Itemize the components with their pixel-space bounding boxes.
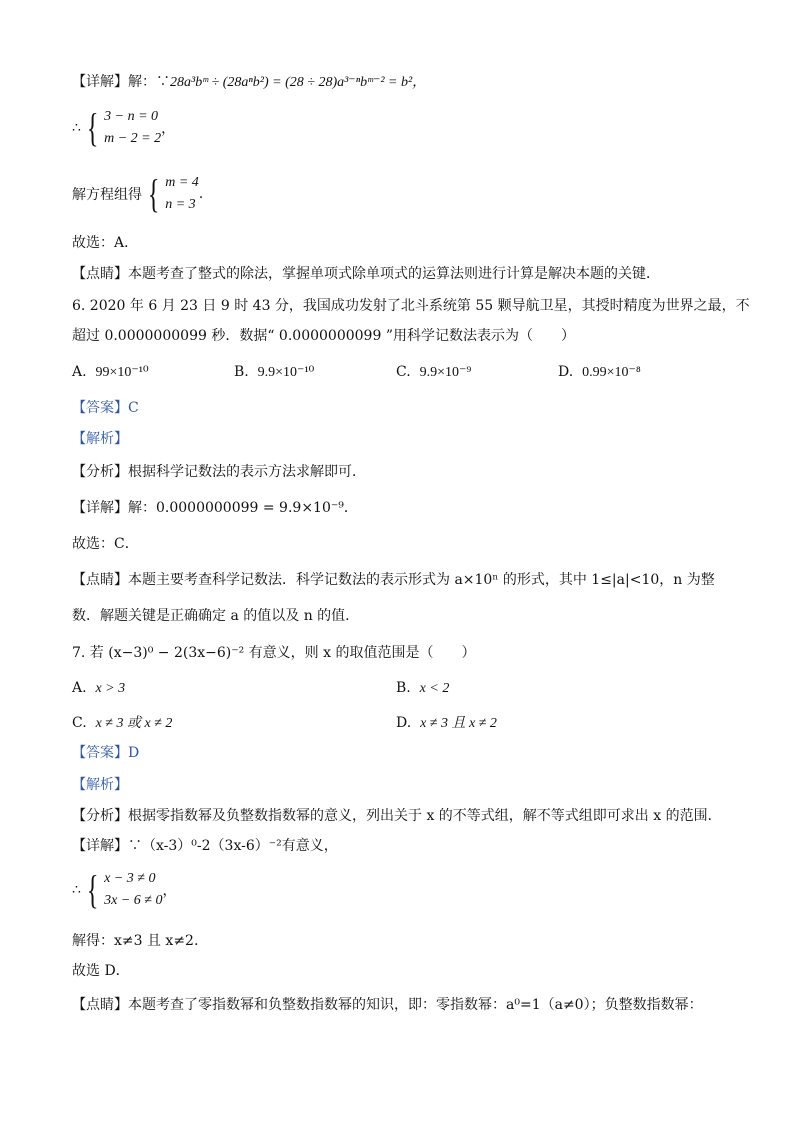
system-end: ， [161, 121, 176, 137]
q6-option-a [72, 364, 149, 381]
q7-inequality-system [72, 868, 176, 912]
q7-fenxi [72, 806, 722, 826]
q5-detail-line [72, 72, 426, 93]
detail-label: 【详解】 [72, 500, 128, 516]
q7-option-b [396, 680, 449, 697]
system-row-2: m − 2 = 2 [104, 131, 162, 146]
system-end: ， [162, 883, 177, 899]
detail-label: 【详解】 [72, 838, 128, 854]
solve-text: 解方程组得 [72, 187, 142, 203]
comment-text: 本题考查了整式的除法，掌握单项式除单项式的运算法则进行计算是解决本题的关键． [128, 266, 660, 282]
q7-choice: 故选 D． [72, 963, 130, 979]
q7-analysis-label: 【解析】 [72, 777, 128, 793]
comment-label: 【点睛】 [72, 572, 128, 588]
fenxi-text: 根据科学记数法的表示方法求解即可． [128, 464, 366, 480]
q6-choice: 故选：C． [72, 536, 139, 552]
fenxi-text: 根据零指数幂及负整数指数幂的意义，列出关于 x 的不等式组，解不等式组即可求出 x 的范围． [128, 808, 722, 824]
option-text: x > 3 [95, 681, 126, 696]
option-text: x ≠ 3 或 x ≠ 2 [95, 716, 173, 731]
q6-comment-line-1 [72, 570, 715, 590]
option-text: 9.9×10⁻¹⁰ [257, 365, 315, 380]
q5-solution-system [72, 172, 203, 216]
option-text: 0.99×10⁻⁸ [582, 365, 641, 380]
q6-option-c [396, 364, 471, 381]
fenxi-label: 【分析】 [72, 808, 128, 824]
therefore-symbol: ∴ [72, 120, 81, 136]
left-brace-icon: { [147, 171, 160, 216]
answer-label: 【答案】 [72, 400, 128, 416]
q6-stem-line-2: 超过 0.0000000099 秒．数据“ 0.0000000099 ”用科学记数法表示为（ ） [72, 328, 575, 344]
option-letter: A. [72, 364, 87, 380]
q6-fenxi [72, 462, 366, 482]
q5-equation-system [72, 106, 175, 150]
q6-option-b [234, 364, 314, 381]
q7-option-c [72, 712, 172, 732]
q7-solve: 解得：x≠3 且 x≠2. [72, 933, 199, 949]
option-text: x < 2 [419, 681, 450, 696]
solution-end: . [198, 186, 204, 202]
q5-comment [72, 264, 660, 284]
option-letter: C. [396, 364, 411, 380]
comment-text: 本题考查了零指数幂和负整数指数幂的知识，即：零指数幂：a⁰=1（a≠0）；负整数指数幂： [128, 997, 703, 1013]
option-text: 9.9×10⁻⁹ [419, 365, 472, 380]
q7-option-a [72, 680, 125, 697]
left-brace-icon: { [86, 105, 99, 150]
solution-row-1: m = 4 [165, 175, 199, 190]
option-letter: C. [72, 715, 87, 731]
q7-stem: 7. 若 (x−3)⁰ − 2(3x−6)⁻² 有意义，则 x 的取值范围是（ ） [72, 645, 476, 661]
q6-comment-line-2: 数．解题关键是正确确定 a 的值以及 n 的值. [72, 608, 350, 624]
option-letter: B. [234, 364, 249, 380]
option-letter: B. [396, 680, 411, 696]
therefore-symbol: ∴ [72, 882, 81, 898]
system-row-1: x − 3 ≠ 0 [104, 871, 156, 886]
q5-choice: 故选：A． [72, 235, 139, 251]
option-text: 99×10⁻¹⁰ [95, 365, 149, 380]
answer-value: D [128, 745, 140, 761]
comment-label: 【点睛】 [72, 266, 128, 282]
solution-row-2: n = 3 [165, 197, 196, 212]
option-letter: A. [72, 680, 87, 696]
q6-stem-line-1: 6. 2020 年 6 月 23 日 9 时 43 分，我国成功发射了北斗系统第 55 颗导航卫星，其授时精度为世界之最，不 [72, 298, 750, 314]
fenxi-label: 【分析】 [72, 464, 128, 480]
system-row-2: 3x − 6 ≠ 0 [104, 893, 163, 908]
q7-comment [72, 995, 703, 1015]
detail-intro: 解：∵ [128, 74, 170, 90]
detail-label: 【详解】 [72, 74, 128, 90]
q7-detail [72, 836, 338, 856]
detail-text: 解：0.0000000099 = 9.9×10⁻⁹． [128, 500, 358, 516]
answer-value: C [128, 400, 139, 416]
answer-label: 【答案】 [72, 745, 128, 761]
option-letter: D. [558, 364, 574, 380]
q6-analysis-label: 【解析】 [72, 431, 128, 447]
detail-expression: 28a³bᵐ ÷ (28aⁿb²) = (28 ÷ 28)a³⁻ⁿbᵐ⁻² = b²， [170, 75, 427, 90]
option-letter: D. [396, 715, 412, 731]
q7-answer [72, 743, 139, 763]
option-text: x ≠ 3 且 x ≠ 2 [420, 716, 497, 731]
system-row-1: 3 − n = 0 [104, 109, 159, 124]
left-brace-icon: { [86, 867, 99, 912]
q6-detail [72, 498, 358, 518]
q6-answer [72, 398, 139, 418]
comment-label: 【点睛】 [72, 997, 128, 1013]
q7-option-d [396, 712, 497, 732]
q6-option-d [558, 364, 641, 381]
comment-text: 本题主要考查科学记数法．科学记数法的表示形式为 a×10ⁿ 的形式，其中 1≤|a|<10，n 为整 [128, 572, 715, 588]
detail-text: ∵（x-3）⁰-2（3x-6）⁻²有意义， [128, 838, 338, 854]
